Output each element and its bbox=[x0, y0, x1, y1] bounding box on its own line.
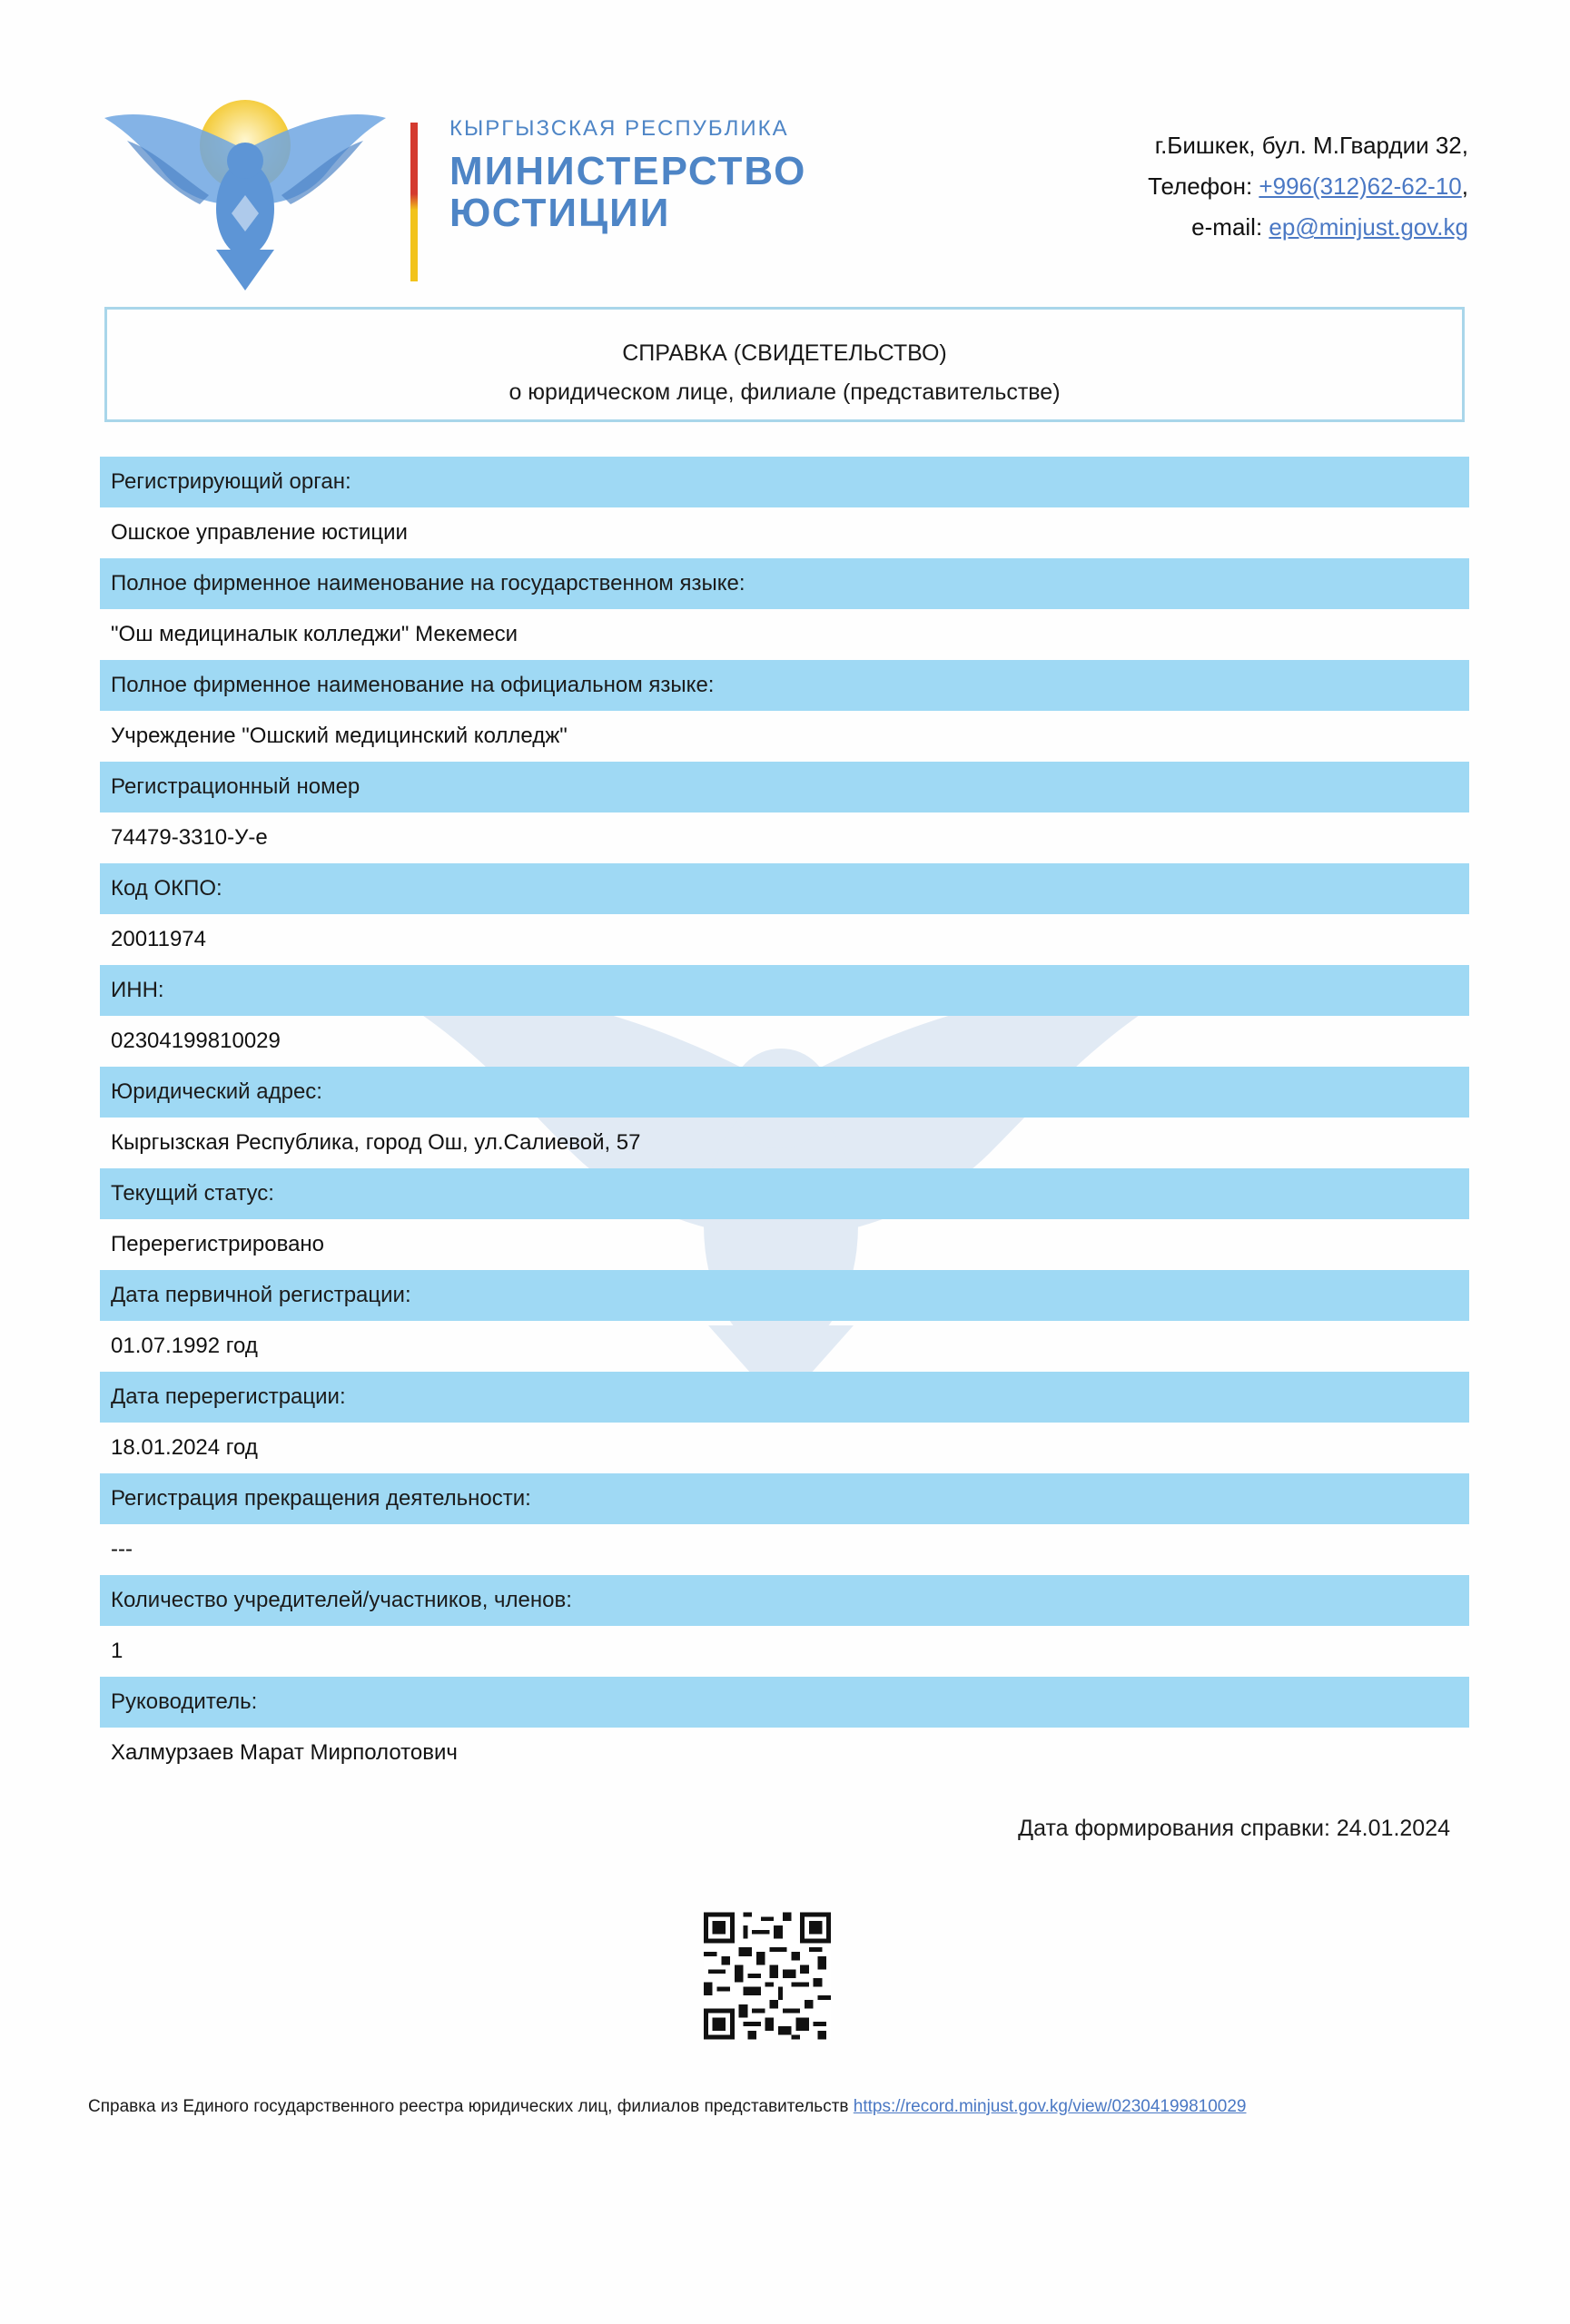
eagle-emblem-icon bbox=[100, 95, 390, 295]
field-label: Регистрационный номер bbox=[100, 762, 1469, 812]
field-label: Дата перерегистрации: bbox=[100, 1372, 1469, 1423]
field-label: Юридический адрес: bbox=[100, 1067, 1469, 1118]
field-value: Перерегистрировано bbox=[111, 1232, 325, 1256]
field-value: Учреждение "Ошский медицинский колледж" bbox=[111, 724, 568, 748]
field-label: Текущий статус: bbox=[100, 1168, 1469, 1219]
email-line bbox=[1148, 207, 1468, 248]
field-value: Ошское управление юстиции bbox=[111, 520, 408, 545]
phone-label: Телефон: bbox=[1148, 172, 1259, 200]
field-value: "Ош медициналык колледжи" Мекемеси bbox=[111, 622, 518, 646]
email-label: e-mail: bbox=[1191, 213, 1269, 241]
field-value: 20011974 bbox=[111, 927, 206, 951]
country-name: КЫРГЫЗСКАЯ РЕСПУБЛИКА bbox=[449, 116, 789, 141]
field-value: 74479-3310-У-е bbox=[111, 825, 268, 850]
qr-code-icon[interactable] bbox=[704, 1910, 831, 2042]
field-label: Руководитель: bbox=[100, 1677, 1469, 1728]
field-label: Регистрирующий орган: bbox=[100, 457, 1469, 507]
phone-line bbox=[1148, 166, 1468, 207]
field-value: 02304199810029 bbox=[111, 1029, 281, 1053]
field-value: 1 bbox=[111, 1639, 123, 1663]
footer-note bbox=[88, 2097, 1247, 2117]
field-value: Кыргызская Республика, город Ош, ул.Салиевой, 57 bbox=[111, 1130, 641, 1155]
field-label: Дата первичной регистрации: bbox=[100, 1270, 1469, 1321]
field-label: ИНН: bbox=[100, 965, 1469, 1016]
footer-text: Справка из Единого государственного реестра юридических лиц, филиалов представительств bbox=[88, 2097, 854, 2116]
field-value: 18.01.2024 год bbox=[111, 1435, 258, 1460]
generation-date: Дата формирования справки: 24.01.2024 bbox=[1018, 1816, 1450, 1841]
field-label: Регистрация прекращения деятельности: bbox=[100, 1473, 1469, 1524]
field-label: Код ОКПО: bbox=[100, 863, 1469, 914]
field-label: Полное фирменное наименование на государственном языке: bbox=[100, 558, 1469, 609]
field-value: 01.07.1992 год bbox=[111, 1334, 258, 1358]
registry-link[interactable]: https://record.minjust.gov.kg/view/02304199810029 bbox=[853, 2097, 1247, 2116]
field-label: Количество учредителей/участников, членов: bbox=[100, 1575, 1469, 1626]
ministry-name-line1: МИНИСТЕРСТВО bbox=[449, 149, 807, 193]
address: г.Бишкек, бул. М.Гвардии 32, bbox=[1154, 132, 1468, 159]
document-title: СПРАВКА (СВИДЕТЕЛЬСТВО) bbox=[622, 340, 947, 366]
flag-accent-bar bbox=[410, 123, 418, 281]
ministry-name-block bbox=[449, 116, 806, 234]
ministry-name-line2: ЮСТИЦИИ bbox=[449, 191, 671, 235]
field-value: Халмурзаев Марат Мирполотович bbox=[111, 1740, 458, 1765]
fields-table bbox=[100, 457, 1469, 1778]
document-title-box bbox=[104, 307, 1465, 422]
phone-link[interactable]: +996(312)62-62-10 bbox=[1259, 172, 1462, 200]
email-link[interactable]: ep@minjust.gov.kg bbox=[1269, 213, 1468, 241]
field-value: --- bbox=[111, 1537, 133, 1561]
field-label: Полное фирменное наименование на официальном языке: bbox=[100, 660, 1469, 711]
document-subtitle: о юридическом лице, филиале (представительстве) bbox=[509, 379, 1061, 405]
phone-suffix: , bbox=[1461, 172, 1468, 200]
contact-block bbox=[1148, 125, 1468, 248]
